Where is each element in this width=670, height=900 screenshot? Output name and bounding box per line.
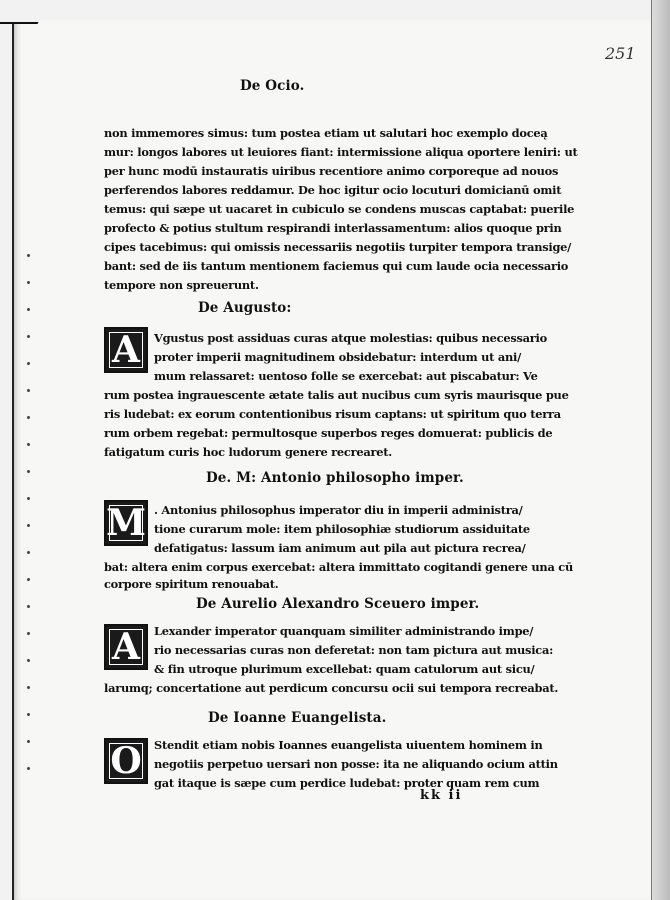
text-line: fatigatum curis hoc ludorum genere recrearet. xyxy=(104,445,392,459)
text-line: negotiis perpetuo uersari non posse: ita ne aliquando ocium attin xyxy=(154,757,558,771)
text-line: gat itaque is sæpe cum perdice ludebat: proter quam rem cum xyxy=(154,776,540,790)
section-heading: De Augusto: xyxy=(198,300,292,316)
text-line: bant: sed de iis tantum mentionem faciemus qui cum laude ocia necessario xyxy=(104,259,569,273)
folio-number: 251 xyxy=(605,44,636,63)
section-heading: De. M: Antonio philosopho imper. xyxy=(206,470,464,486)
decorated-initial: O xyxy=(104,738,148,784)
margin-marks xyxy=(22,230,36,830)
text-line: tione curarum mole: item philosophiæ studiorum assiduitate xyxy=(154,522,530,536)
text-line: tempore non spreuerunt. xyxy=(104,278,259,292)
text-line: temus: qui sæpe ut uacaret in cubiculo se condens muscas captabat: puerile xyxy=(104,202,575,216)
text-line: proter imperii magnitudinem obsidebatur: interdum ut ani/ xyxy=(154,350,522,364)
text-line: . Antonius philosophus imperator diu in imperii administra/ xyxy=(154,503,523,517)
page-edge xyxy=(651,0,670,900)
text-line: bat: altera enim corpus exercebat: altera immittato cogitandi genere una cū xyxy=(104,560,574,574)
decorated-initial: A xyxy=(104,327,148,373)
text-line: cipes tacebimus: qui omissis necessariis negotiis turpiter tempora transige/ xyxy=(104,240,572,254)
decorated-initial: M xyxy=(104,500,148,546)
text-line: Vgustus post assiduas curas atque molestias: quibus necessario xyxy=(154,331,547,345)
text-line: mur: longos labores ut leuiores fiant: intermissione aliqua oportere leniri: ut xyxy=(104,145,578,159)
text-line: ris ludebat: ex eorum contentionibus risum captans: ut spiritum quo terra xyxy=(104,407,561,421)
text-line: larumq; concertatione aut perdicum concursu ocii sui tempora recreabat. xyxy=(104,681,559,695)
text-line: rum orbem regebat: permultosque superbos reges domuerat: publicis de xyxy=(104,426,553,440)
section-heading: De Ioanne Euangelista. xyxy=(208,710,387,726)
decorated-initial: A xyxy=(104,624,148,670)
text-line: rum postea ingrauescente ætate talis aut nucibus cum syris maurisque pue xyxy=(104,388,569,402)
text-line: per hunc modū instauratis uiribus recentiore animo corporeque ad nouos xyxy=(104,164,559,178)
page-title: De Ocio. xyxy=(240,78,305,94)
signature-mark: kk ii xyxy=(420,788,463,803)
text-line: defatigatus: lassum iam animum aut pila aut pictura recrea/ xyxy=(154,541,526,555)
text-line: non immemores simus: tum postea etiam ut salutari hoc exemplo doceą xyxy=(104,126,548,140)
text-line: profecto & potius stultum respirandi interlassamentum: alios quoque prin xyxy=(104,221,562,235)
text-line: corpore spiritum renouabat. xyxy=(104,577,279,591)
text-line: mum relassaret: uentoso folle se exercebat: aut piscabatur: Ve xyxy=(154,369,538,383)
section-heading: De Aurelio Alexandro Sceuero imper. xyxy=(196,596,480,612)
text-line: rio necessarias curas non deferetat: non tam pictura aut musica: xyxy=(154,643,554,657)
text-line: Stendit etiam nobis Ioannes euangelista uiuentem hominem in xyxy=(154,738,543,752)
text-line: & fin utroque plurimum excellebat: quam catulorum aut sicu/ xyxy=(154,662,535,676)
text-line: Lexander imperator quanquam similiter administrando impe/ xyxy=(154,624,534,638)
text-line: perferendos labores reddamur. De hoc igitur ocio locuturi domicianū omit xyxy=(104,183,562,197)
